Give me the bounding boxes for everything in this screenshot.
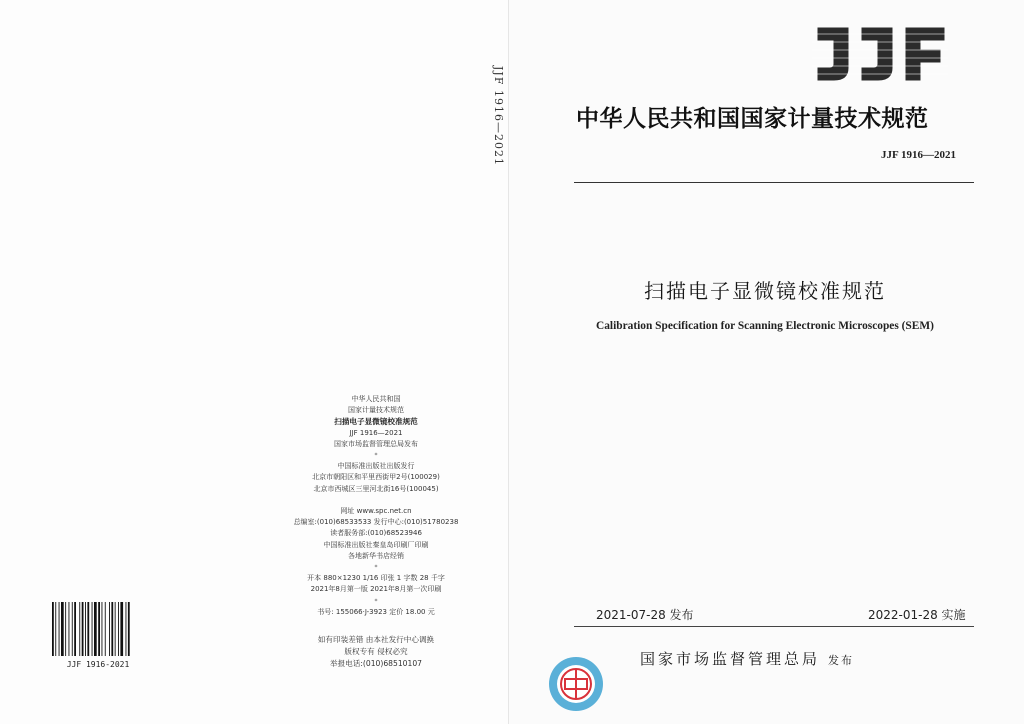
imprint-line: * (374, 452, 378, 460)
barcode-bar (85, 602, 86, 656)
seal-icon (548, 656, 604, 712)
imprint-line: 书号: 155066·J-3923 定价 18.00 元 (317, 607, 435, 616)
spine-code: JJF 1916—2021 (492, 66, 505, 166)
imprint-line: 北京市西城区三里河北街16号(100045) (313, 484, 439, 493)
imprint-line: 国家计量技术规范 (348, 406, 404, 415)
barcode-bar (128, 602, 130, 656)
barcode-bar (61, 602, 64, 656)
publisher-suffix: 发布 (828, 654, 855, 667)
barcode-bar (52, 602, 54, 656)
publisher-name: 国家市场监督管理总局 (640, 650, 821, 668)
barcode-bar (59, 602, 60, 656)
imprint-line: JJF 1916—2021 (349, 428, 403, 437)
barcode-caption: JJF 1916-2021 (66, 660, 130, 669)
divider-bottom (574, 626, 974, 627)
barcode-bar (65, 602, 66, 656)
standard-code: JJF 1916—2021 (880, 149, 956, 161)
doc-title-en: Calibration Specification for Scanning Electronic Microscopes (SEM) (596, 320, 934, 332)
imprint-line (276, 495, 476, 506)
fold-line (508, 0, 509, 724)
barcode-bar (74, 602, 76, 656)
imprint-line: * (374, 597, 378, 605)
imprint-line: 总编室:(010)68533533 发行中心:(010)51780238 (293, 518, 459, 527)
imprint-note: 举报电话:(010)68510107 (329, 659, 422, 668)
barcode-bar (118, 602, 119, 656)
barcode-bar (82, 602, 84, 656)
jjf-logo (812, 26, 948, 82)
barcode-bar (111, 602, 113, 656)
barcode-bar (92, 602, 93, 656)
imprint-line: 扫描电子显微镜校准规范 (334, 417, 418, 427)
imprint-line: 开本 880×1230 1/16 印张 1 字数 28 千字 (307, 574, 445, 583)
barcode-bar (55, 602, 56, 656)
publisher (640, 648, 854, 669)
barcode-bar (98, 602, 100, 656)
title-main: 中华人民共和国国家计量技术规范 (576, 105, 929, 132)
barcode-bar (72, 602, 73, 656)
imprint-line: 中国标准出版社出版发行 (337, 462, 415, 471)
barcode-bar (102, 602, 103, 656)
effective-date: 2022-01-28 实施 (868, 608, 966, 622)
divider-top (574, 182, 974, 183)
imprint-note: 版权专有 侵权必究 (344, 647, 408, 656)
barcode-bar (94, 602, 97, 656)
imprint-line: 北京市朝阳区和平里西街甲2号(100029) (312, 473, 440, 482)
imprint-line: 各地新华书店经销 (348, 551, 404, 560)
imprint-line: 2021年8月第一版 2021年8月第一次印刷 (310, 585, 442, 594)
imprint-line: 读者服务部:(010)68523946 (330, 529, 422, 538)
back-cover (0, 0, 508, 724)
barcode-bar (87, 602, 89, 656)
barcode-bar (120, 602, 123, 656)
imprint-line: 中国标准出版社秦皇岛印刷厂印刷 (323, 540, 429, 549)
imprint-line: 中华人民共和国 (351, 395, 401, 403)
imprint-line: 网址 www.spc.net.cn (340, 507, 412, 516)
issue-date: 2021-07-28 发布 (596, 608, 694, 622)
barcode-bar (105, 602, 106, 656)
imprint-line: * (374, 564, 378, 572)
imprint-line: 国家市场监督管理总局发布 (334, 439, 418, 448)
imprint-note: 如有印装差错 由本社发行中心调换 (317, 635, 435, 644)
barcode-bar (115, 602, 116, 656)
barcode-bar (126, 602, 127, 656)
barcode-bar (109, 602, 110, 656)
imprint-block (276, 394, 476, 618)
barcode-bar (79, 602, 80, 656)
doc-title-cn: 扫描电子显微镜校准规范 (644, 279, 886, 303)
imprint-notes (276, 634, 476, 670)
barcode-bar (69, 602, 70, 656)
